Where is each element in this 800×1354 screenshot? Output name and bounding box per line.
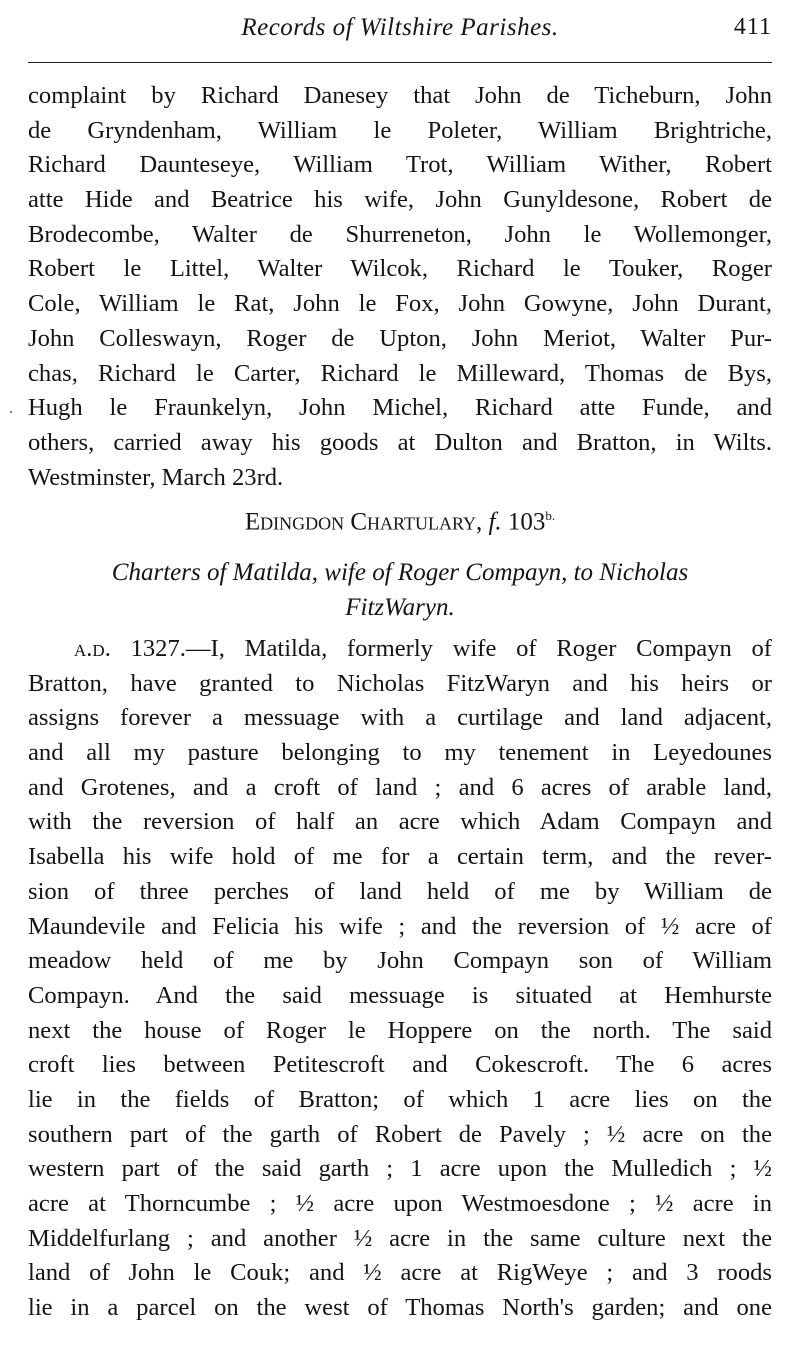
page-number: 411 bbox=[733, 14, 772, 40]
text-line: Robert le Littel, Walter Wilcok, Richard le Touker, Roger bbox=[28, 255, 772, 283]
text-line: Maundevile and Felicia his wife ; and the reversion of ½ acre of bbox=[28, 912, 772, 940]
margin-speck: · bbox=[8, 402, 14, 422]
text-line: land of John le Couk; and ½ acre at RigWeye ; and 3 roods bbox=[28, 1259, 772, 1287]
text-line: next the house of Roger le Hoppere on the north. The said bbox=[28, 1016, 772, 1044]
text-line: Compayn. And the said messuage is situated at Hemhurste bbox=[28, 981, 772, 1009]
text-line: lie in the fields of Bratton; of which 1 acre lies on the bbox=[28, 1085, 772, 1113]
text-line: acre at Thorncumbe ; ½ acre upon Westmoesdone ; ½ acre in bbox=[28, 1190, 772, 1217]
text-line: meadow held of me by John Compayn son of William bbox=[28, 947, 772, 975]
paragraph-complaint bbox=[28, 79, 772, 495]
text-line: croft lies between Petitescroft and Cokescroft. The 6 acres bbox=[28, 1051, 772, 1079]
text-line: John Colleswayn, Roger de Upton, John Meriot, Walter Pur- bbox=[28, 324, 772, 352]
text-line: atte Hide and Beatrice his wife, John Gunyldesone, Robert de bbox=[28, 186, 772, 214]
section-heading bbox=[28, 508, 772, 536]
text-line-first bbox=[28, 632, 772, 667]
text-line: with the reversion of half an acre which Adam Compayn and bbox=[28, 808, 772, 836]
text-line: western part of the said garth ; 1 acre upon the Mulledich ; ½ bbox=[28, 1155, 772, 1183]
sub-heading-line-2: FitzWaryn. bbox=[345, 593, 455, 621]
header-rule bbox=[28, 62, 772, 63]
section-heading-title: Edingdon Chartulary, bbox=[244, 508, 483, 536]
running-head bbox=[28, 14, 772, 50]
folio-prefix: f. bbox=[488, 508, 502, 536]
text-line: others, carried away his goods at Dulton and Bratton, in Wilts. bbox=[28, 428, 772, 456]
text-line: Isabella his wife hold of me for a certain term, and the rever- bbox=[28, 843, 772, 871]
paragraph-charter bbox=[28, 632, 772, 1326]
text-line: and all my pasture belonging to my tenement in Leyedounes bbox=[28, 739, 772, 767]
text-line: southern part of the garth of Robert de Pavely ; ½ acre on the bbox=[28, 1120, 772, 1148]
text-line: Hugh le Fraunkelyn, John Michel, Richard atte Funde, and bbox=[28, 394, 772, 422]
text-line: Cole, William le Rat, John le Fox, John Gowyne, John Durant, bbox=[28, 290, 772, 318]
running-title: Records of Wiltshire Parishes. bbox=[241, 14, 559, 41]
folio-superscript: b. bbox=[545, 508, 556, 523]
text-line: complaint by Richard Danesey that John de Ticheburn, John bbox=[28, 82, 772, 109]
first-line-rest: —I, Matilda, formerly wife of Roger Compayn of bbox=[185, 635, 772, 662]
text-line: assigns forever a messuage with a curtilage and land adjacent, bbox=[28, 704, 772, 732]
text-line: Brodecombe, Walter de Shurreneton, John le Wollemonger, bbox=[28, 220, 772, 248]
year: 1327. bbox=[130, 635, 186, 662]
text-line: Westminster, March 23rd. bbox=[28, 463, 284, 491]
sub-heading-line-1: Charters of Matilda, wife of Roger Compayn, to Nicholas bbox=[111, 559, 689, 586]
text-line: Richard Daunteseye, William Trot, William Wither, Robert bbox=[28, 151, 772, 179]
text-line: Bratton, have granted to Nicholas FitzWaryn and his heirs or bbox=[28, 669, 772, 697]
text-line: and Grotenes, and a croft of land ; and 6 acres of arable land, bbox=[28, 773, 772, 801]
text-line: lie in a parcel on the west of Thomas North's garden; and one bbox=[28, 1294, 772, 1322]
folio-number: 103 bbox=[507, 508, 546, 536]
date-label: a.d. bbox=[74, 635, 111, 662]
text-line: Middelfurlang ; and another ½ acre in the same culture next the bbox=[28, 1224, 772, 1252]
text-line: de Gryndenham, William le Poleter, William Brightriche, bbox=[28, 116, 772, 144]
text-line: chas, Richard le Carter, Richard le Milleward, Thomas de Bys, bbox=[28, 359, 772, 387]
text-line: sion of three perches of land held of me by William de bbox=[28, 877, 772, 905]
sub-heading bbox=[28, 556, 772, 625]
